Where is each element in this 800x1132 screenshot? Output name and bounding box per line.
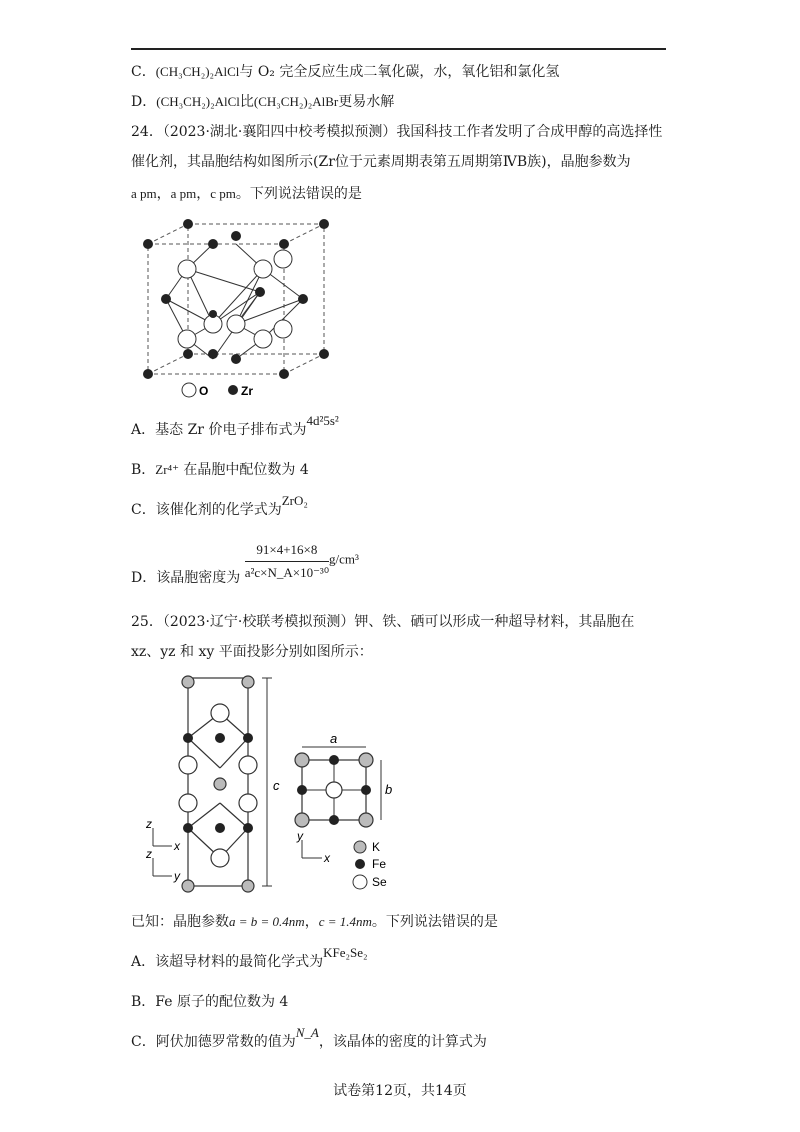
q25-option-c: C．阿伏加德罗常数的值为N_A，该晶体的密度的计算式为 [131, 1025, 487, 1050]
q23-option-d: D．(CH₃CH₂)₂AlCl比(CH₃CH₂)₂AlBr更易水解 [131, 94, 395, 110]
q25-known: 已知：晶胞参数a = b = 0.4nm，c = 1.4nm。下列说法错误的是 [131, 914, 498, 930]
q25-stem-line1: 25．（2023·辽宁·校联考模拟预测）钾、铁、硒可以形成一种超导材料，其晶胞在 [131, 614, 635, 630]
page-footer: 试卷第12页，共14页 [333, 1083, 467, 1099]
axis-y-1: y [174, 869, 180, 883]
axis-z-2: z [146, 847, 152, 861]
q25-option-b: B．Fe 原子的配位数为 4 [131, 994, 289, 1010]
q24-option-a: A．基态 Zr 价电子排布式为4d²5s² [131, 413, 339, 438]
legend-k-label: K [372, 840, 381, 854]
label-b: b [385, 782, 393, 797]
zro2-unit-cell-figure [138, 214, 338, 400]
q25-option-a: A．该超导材料的最简化学式为KFe₂Se₂ [131, 945, 368, 970]
q24-stem-line1: 24．（2023·湖北·襄阳四中校考模拟预测）我国科技工作者发明了合成甲醇的高选择性 [131, 124, 663, 140]
axis-x-2: x [324, 851, 330, 865]
q24-option-d: D．该晶胞密度为 $\frac{91\times 4+16\times 8}{\text{a²c×N\_A×10⁻³⁰}}$ g/cm³ [131, 542, 359, 586]
q25-stem-line2: xz、yz 和 xy 平面投影分别如图所示： [131, 644, 373, 660]
axis-x-1: x [174, 839, 180, 853]
q23-option-c: C．(CH₃CH₂)₂AlCl与 O₂ 完全反应生成二氧化碳，水，氧化铝和氯化氢 [131, 64, 560, 80]
axis-z-1: z [146, 817, 152, 831]
axis-y-2: y [297, 829, 303, 843]
legend-zr-label: Zr [241, 384, 253, 398]
header-rule [131, 48, 666, 50]
q24-stem-line3: a pm，a pm，c pm。下列说法错误的是 [131, 186, 362, 202]
q24-stem-line2: 催化剂，其晶胞结构如图所示(Zr位于元素周期表第五周期第ⅣB族)，晶胞参数为 [131, 154, 631, 170]
legend-o-label: O [199, 384, 209, 398]
density-fraction: $\frac{91\times 4+16\times 8}{\text{a²c×N\_A×10⁻³⁰}}$ [244, 542, 330, 580]
kfese-projection-figure [140, 668, 400, 902]
legend-se-label: Se [372, 875, 387, 889]
label-a: a [330, 731, 338, 746]
legend-fe-label: Fe [372, 857, 387, 871]
q24-option-c: C．该催化剂的化学式为ZrO₂ [131, 493, 308, 518]
q24-option-b: B．Zr⁴⁺ 在晶胞中配位数为 4 [131, 462, 309, 478]
label-c: c [273, 778, 280, 793]
